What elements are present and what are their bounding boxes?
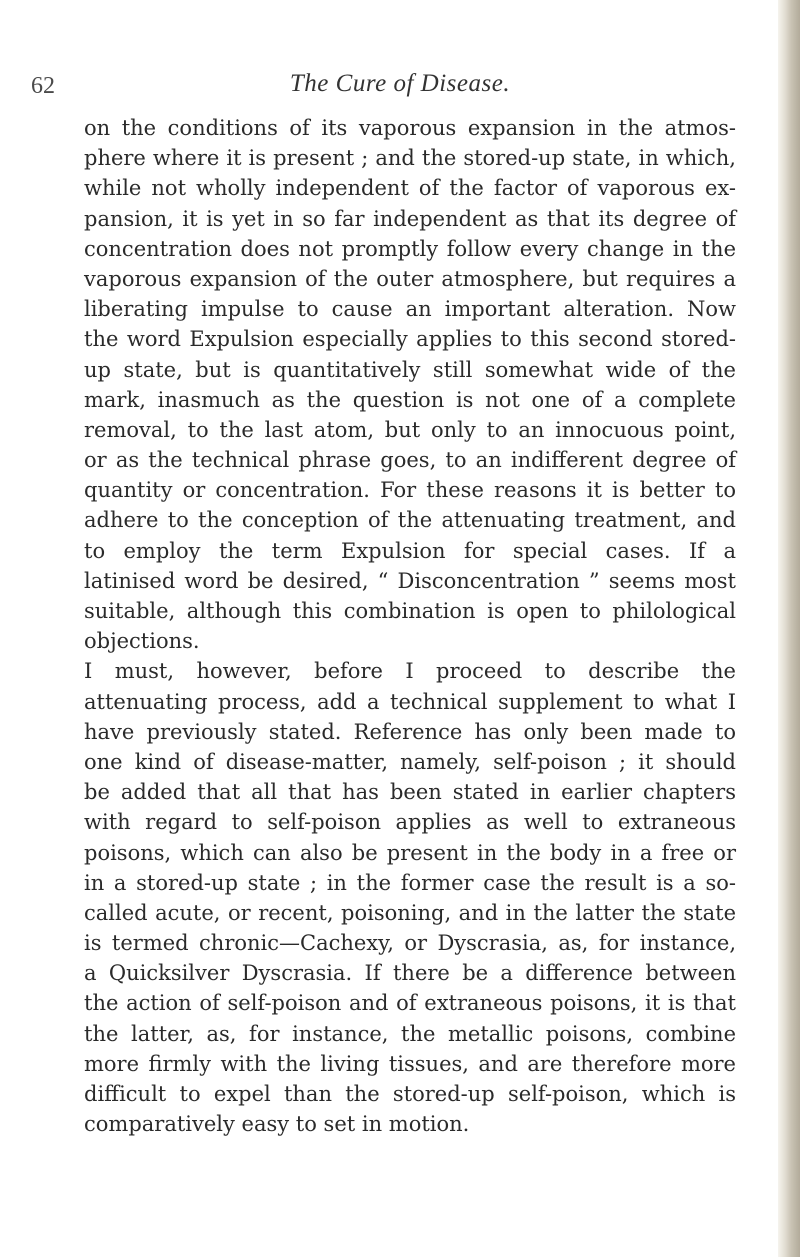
text-line: the action of self-poison and of extraneous poisons, it is that [84, 991, 736, 1016]
text-line: attenuating process, add a technical supplement to what I [84, 689, 736, 714]
text-line: concentration does not promptly follow every change in the [84, 236, 736, 261]
text-line: adhere to the conception of the attenuating treatment, and [84, 508, 736, 533]
text-line: more firmly with the living tissues, and are therefore more [84, 1051, 736, 1076]
text-line: to employ the term Expulsion for special cases. If a [84, 538, 736, 563]
text-line: comparatively easy to set in motion. [84, 1112, 470, 1137]
text-line: is termed chronic—Cachexy, or Dyscrasia, as, for instance, [84, 931, 736, 956]
text-line: be added that all that has been stated in earlier chapters [84, 780, 736, 805]
text-line: called acute, or recent, poisoning, and in the latter the state [84, 900, 736, 925]
text-line: vaporous expansion of the outer atmosphere, but requires a [84, 266, 736, 291]
text-line: objections. [84, 629, 200, 654]
text-line: the latter, as, for instance, the metallic poisons, combine [84, 1021, 736, 1046]
text-line: mark, inasmuch as the question is not one of a complete [84, 387, 736, 412]
text-line: liberating impulse to cause an important alteration. Now [84, 297, 736, 322]
text-line: one kind of disease-matter, namely, self-poison ; it should [84, 749, 736, 774]
text-line: in a stored-up state ; in the former case the result is a so- [84, 870, 736, 895]
text-line: difficult to expel than the stored-up self-poison, which is [84, 1082, 736, 1106]
text-line: quantity or concentration. For these reasons it is better to [84, 478, 736, 503]
page-edge-shadow [778, 0, 800, 1257]
text-line: I must, however, before I proceed to describe the [84, 659, 736, 684]
text-line: the word Expulsion especially applies to this second stored- [84, 327, 736, 352]
text-line: latinised word be desired, “ Disconcentration ” seems most [84, 568, 736, 593]
text-line: suitable, although this combination is open to philological [84, 599, 736, 623]
text-line: or as the technical phrase goes, to an indifferent degree of [84, 448, 736, 473]
text-line: have previously stated. Reference has only been made to [84, 719, 736, 744]
text-line: pansion, it is yet in so far independent as that its degree of [84, 206, 736, 231]
text-line: while not wholly independent of the factor of vaporous ex- [84, 176, 736, 201]
page-number: 62 [31, 73, 55, 99]
text-line: a Quicksilver Dyscrasia. If there be a difference between [84, 961, 736, 986]
text-line: on the conditions of its vaporous expansion in the atmos- [84, 116, 736, 140]
text-line: removal, to the last atom, but only to an innocuous point, [84, 417, 736, 442]
text-line: with regard to self-poison applies as well to extraneous [84, 810, 736, 835]
text-line: up state, but is quantitatively still somewhat wide of the [84, 357, 736, 382]
text-line: poisons, which can also be present in the body in a free or [84, 840, 736, 865]
running-title: The Cure of Disease. [289, 70, 511, 97]
body-text [84, 113, 736, 1139]
text-line: phere where it is present ; and the stored-up state, in which, [84, 146, 736, 171]
